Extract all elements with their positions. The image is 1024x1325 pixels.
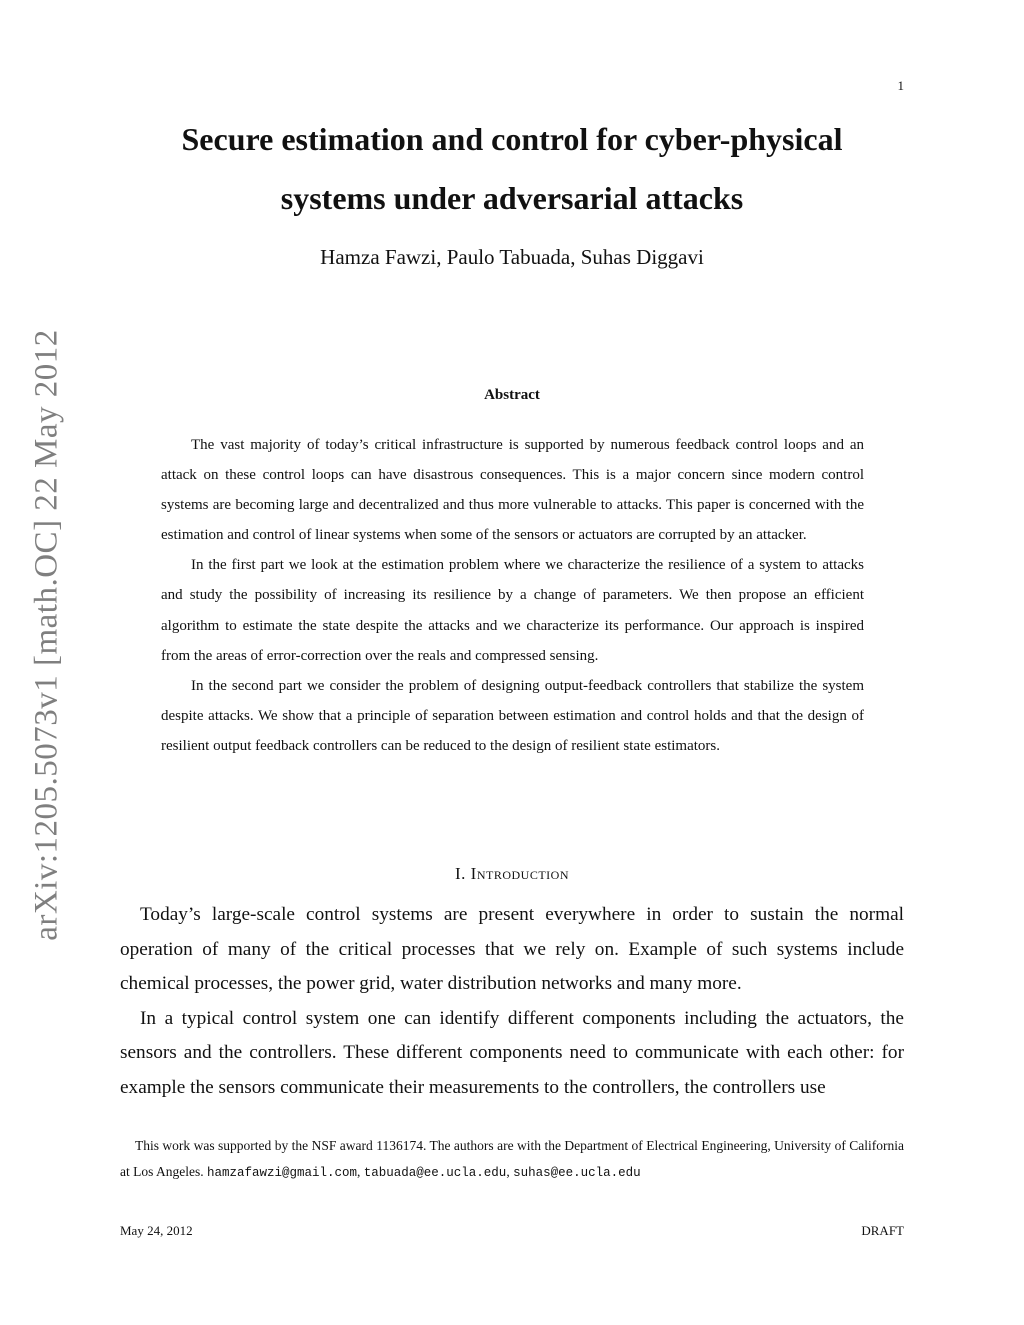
email-link[interactable]: tabuada@ee.ucla.edu — [363, 1166, 507, 1180]
introduction-body — [120, 898, 904, 1106]
abstract-paragraph: In the second part we consider the problem of designing output-feedback controllers that stabilize the system despite attacks. We show that a principle of separation between estimation and control holds and that the design of resilient output feedback controllers can be reduced to the design of resilient state estimators. — [161, 677, 864, 754]
page-number: 1 — [897, 78, 904, 93]
abstract-body — [161, 430, 864, 761]
abstract-paragraph: The vast majority of today’s critical infrastructure is supported by numerous feedback control loops and an attack on these control loops can have disastrous consequences. This is a major concern since modern control systems are becoming large and decentralized and thus more vulnerable to attacks. This paper is concerned with the estimation and control of linear systems when some of the sensors or actuators are corrupted by an attacker. — [161, 437, 864, 544]
title-line-1: Secure estimation and control for cyber-physical — [181, 121, 843, 157]
intro-paragraph: In a typical control system one can identify different components including the actuators, the sensors and the controllers. These different components need to communicate with each other: for example the sensors communicate their measurements to the controllers, the controllers use — [120, 1007, 904, 1098]
footer-date: May 24, 2012 — [120, 1223, 193, 1238]
email-link[interactable]: hamzafawzi@gmail.com — [207, 1166, 358, 1180]
paper-title — [120, 110, 904, 228]
title-line-2: systems under adversarial attacks — [280, 180, 744, 216]
section-title: Introduction — [470, 864, 569, 883]
arxiv-sidebar-stamp: arXiv:1205.5073v1 [math.OC] 22 May 2012 — [28, 329, 65, 941]
footnote: This work was supported by the NSF award 1136174. The authors are with the Department of Electrical Engineering, University of California at Los Angeles. hamzafawzi@gmail.com, tabuada@ee.ucla.edu, suhas@ee.ucla.edu — [120, 1138, 904, 1180]
abstract-heading: Abstract — [484, 387, 540, 403]
author-list: Hamza Fawzi, Paulo Tabuada, Suhas Diggavi — [320, 245, 704, 269]
section-number: I. — [455, 864, 466, 883]
section-heading — [120, 864, 904, 884]
footer-status: DRAFT — [861, 1223, 904, 1238]
intro-paragraph: Today’s large-scale control systems are present everywhere in order to sustain the normal operation of many of the critical processes that we rely on. Example of such systems include chemical processes, the power grid, water distribution networks and many more. — [120, 904, 904, 995]
abstract-paragraph: In the first part we look at the estimation problem where we characterize the resilience of a system to attacks and study the possibility of increasing its resilience by a change of parameters. We then propose an efficient algorithm to estimate the state despite the attacks and we characterize its performance. Our approach is inspired from the areas of error-correction over the reals and compressed sensing. — [161, 557, 864, 664]
email-link[interactable]: suhas@ee.ucla.edu — [513, 1166, 641, 1180]
footnote-text: This work was supported by the NSF award 1136174. The authors are with the Department of Electrical Engineering, University of California at Los Angeles. — [120, 1138, 904, 1179]
